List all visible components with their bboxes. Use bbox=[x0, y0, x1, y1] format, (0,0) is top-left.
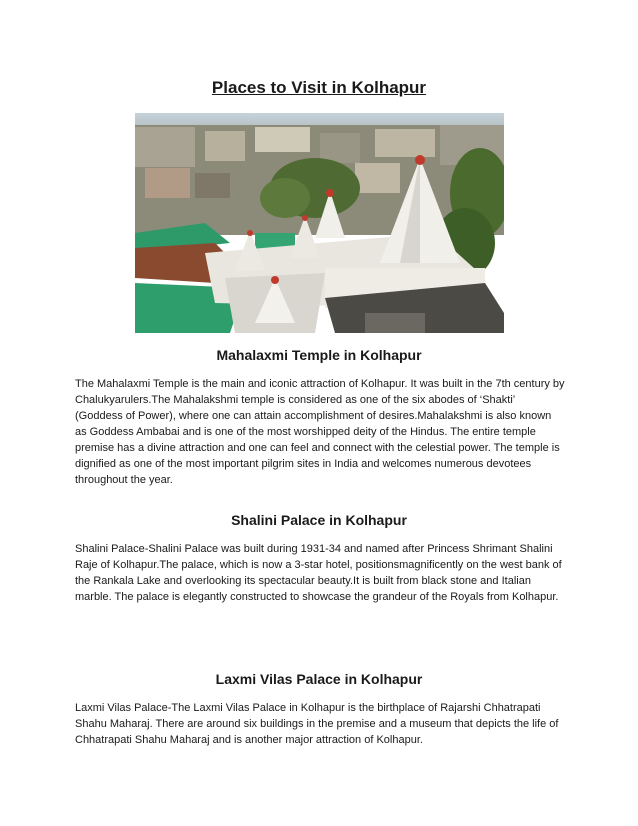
section-paragraph: Laxmi Vilas Palace-The Laxmi Vilas Palace in Kolhapur is the birthplace of Rajarshi Chhatrapati Shahu Maharaj. There are around six buildings in the premise and a museum that depicts the life of Chhatrapati Shahu Maharaj and is another major attraction of Kolhapur. bbox=[75, 702, 559, 746]
section-paragraph: Shalini Palace-Shalini Palace was built during 1931-34 and named after Princess Shrimant Shalini Raje of Kolhapur.The palace, which is now a 3-star hotel, positionsmagnificently on the west bank of the Rankala Lake and overlooking its spectacular beauty.It is built from black stone and Italian marble. The palace is elegantly constructed to showcase the grandeur of the Royals from Kolhapur. bbox=[75, 543, 562, 603]
section-heading-mahalaxmi: Mahalaxmi Temple in Kolhapur bbox=[216, 347, 422, 363]
section-paragraph: The Mahalaxmi Temple is the main and iconic attraction of Kolhapur. It was built in the 7th century by Chalukyarulers.The Mahalakshmi temple is considered as one of the six abodes of ‘Shakti’ (Goddess of Power), where one can attain accomplishment of desires.Mahalakshmi is also known as Goddess Ambabai and is one of the most worshipped deity of the Hindus. The entire temple premise has a divine attraction and one can feel and connect with the celestial power. The temple is dignified as one of the most important pilgrim sites in India and welcomes numerous devotees throughout the year. bbox=[75, 378, 565, 486]
section-heading-laxmi-vilas: Laxmi Vilas Palace in Kolhapur bbox=[215, 671, 423, 687]
page-title: Places to Visit in Kolhapur bbox=[211, 78, 427, 97]
section-body-mahalaxmi bbox=[75, 376, 565, 488]
section-heading-shalini: Shalini Palace in Kolhapur bbox=[231, 512, 407, 528]
temple-photo bbox=[135, 113, 504, 333]
section-body-shalini bbox=[75, 541, 565, 605]
section-body-laxmi-vilas bbox=[75, 700, 565, 748]
